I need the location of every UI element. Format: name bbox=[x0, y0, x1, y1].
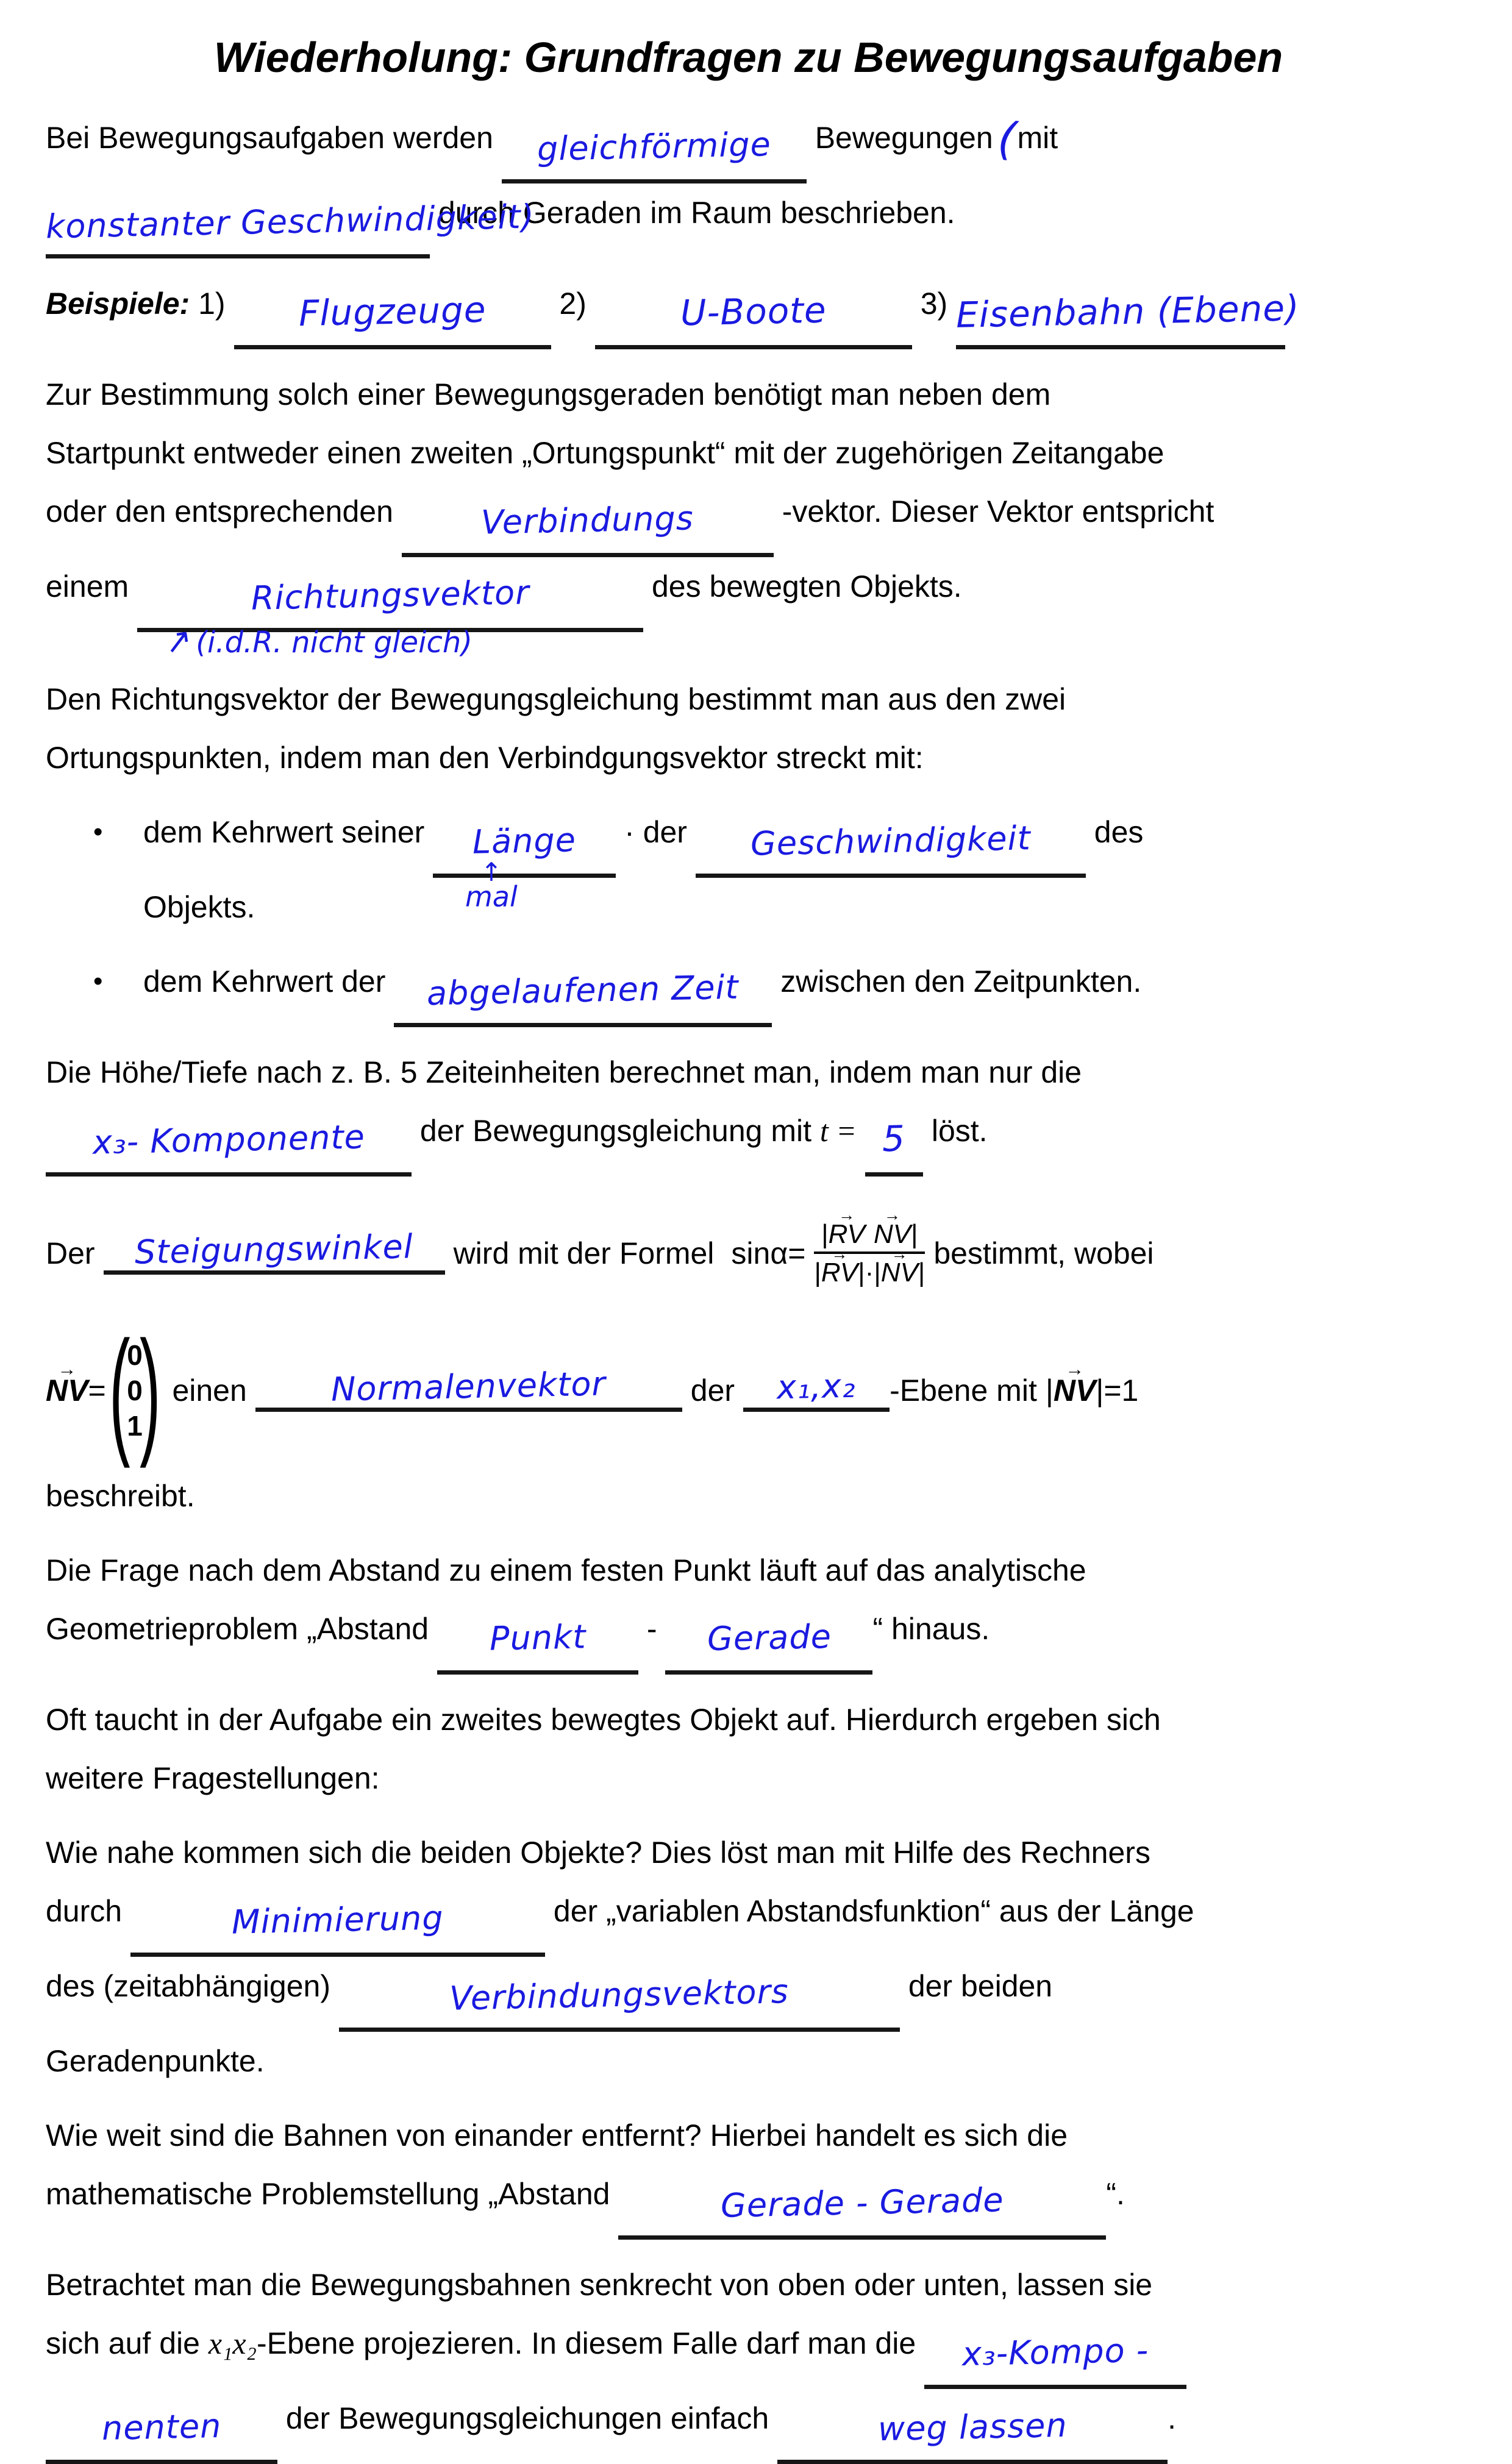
text: dem Kehrwert der bbox=[143, 964, 386, 999]
abs-bar: | bbox=[874, 1258, 881, 1287]
blank-verbindungsvektors bbox=[339, 1967, 900, 2032]
handwriting-normalenvektor: Normalenvektor bbox=[330, 1364, 607, 1409]
text: durch bbox=[46, 1894, 123, 1928]
formula-fraction bbox=[814, 1219, 925, 1288]
blank-constant-speed bbox=[45, 193, 535, 258]
text: der Bewegungsgleichungen einfach bbox=[285, 2401, 769, 2435]
paragraph-zweites-objekt-line1: Oft taucht in der Aufgabe ein zweites bewegtes Objekt auf. Hierdurch ergeben sich bbox=[46, 1703, 1161, 1737]
vector-value: 0 bbox=[127, 1339, 143, 1371]
paragraph-richtungsvektor-line1: Den Richtungsvektor der Bewegungsgleichung bestimmt man aus den zwei bbox=[46, 682, 1066, 716]
text: -Ebene mit bbox=[890, 1373, 1037, 1408]
beispiele-line bbox=[46, 274, 1475, 349]
math-t-equals: t = bbox=[819, 1114, 857, 1148]
abs-bar: | bbox=[911, 1219, 918, 1249]
paragraph-intro-line2 bbox=[46, 183, 1475, 258]
text: einen bbox=[172, 1373, 247, 1408]
handwriting-richtungsvektor: Richtungsvektor bbox=[251, 573, 530, 618]
text: der beiden bbox=[908, 1969, 1053, 2003]
math-x1x2: x₁x₂ bbox=[208, 2326, 257, 2360]
norm-expression bbox=[1046, 1373, 1138, 1408]
handwriting-steigungswinkel: Steigungswinkel bbox=[134, 1227, 414, 1272]
handwriting-gerade-gerade: Gerade - Gerade bbox=[720, 2181, 1005, 2225]
bullet-icon: • bbox=[93, 966, 103, 996]
blank-verbindungs bbox=[402, 492, 774, 557]
text: Geometrieproblem „Abstand bbox=[46, 1612, 429, 1646]
text: Bei Bewegungsaufgaben werden bbox=[46, 121, 493, 155]
handwriting-minimierung: Minimierung bbox=[231, 1898, 444, 1942]
paragraph-projektion-line1: Betrachtet man die Bewegungsbahnen senkrecht von oben oder unten, lassen sie bbox=[46, 2268, 1153, 2302]
vector-nv: NV → bbox=[881, 1258, 918, 1287]
text: einem bbox=[46, 569, 129, 604]
text: mathematische Problemstellung „Abstand bbox=[46, 2177, 610, 2211]
paragraph-beschreibt: beschreibt. bbox=[46, 1479, 195, 1513]
handwriting-flugzeuge: Flugzeuge bbox=[298, 288, 487, 335]
item-number: 1) bbox=[198, 287, 226, 321]
text: des bewegten Objekts. bbox=[652, 569, 962, 604]
text: mit bbox=[1017, 121, 1058, 155]
text: sich auf die bbox=[46, 2326, 200, 2360]
equals-one: =1 bbox=[1104, 1373, 1139, 1408]
handwriting-abgelaufene-zeit: abgelaufenen Zeit bbox=[426, 967, 740, 1013]
blank-nenten bbox=[46, 2399, 277, 2464]
text: bestimmt, wobei bbox=[933, 1236, 1154, 1270]
page-title: Wiederholung: Grundfragen zu Bewegungsaufgaben bbox=[213, 34, 1283, 81]
text: dem Kehrwert seiner bbox=[143, 815, 425, 849]
text: löst. bbox=[931, 1114, 988, 1148]
vector-nv: NV → bbox=[1054, 1373, 1096, 1408]
blank-geschwindigkeit bbox=[696, 813, 1086, 878]
dash: - bbox=[646, 1612, 657, 1646]
item-number: 3) bbox=[920, 287, 948, 321]
text: Objekts. bbox=[143, 890, 255, 924]
bullet-icon: • bbox=[93, 817, 103, 847]
paragraph-normalenvektor bbox=[46, 1314, 1475, 1467]
paragraph-bahnen-line2 bbox=[46, 2165, 1475, 2240]
blank-weg-lassen bbox=[777, 2399, 1168, 2464]
abs-bar: | bbox=[814, 1258, 821, 1287]
handwriting-mal: mal bbox=[465, 880, 518, 913]
handwriting-u-boote: U-Boote bbox=[680, 289, 827, 334]
paragraph-steigungswinkel bbox=[46, 1192, 1475, 1314]
blank-gerade-gerade bbox=[618, 2174, 1106, 2240]
paragraph-projektion-line3 bbox=[46, 2389, 1475, 2464]
handwriting-eisenbahn: Eisenbahn (Ebene) bbox=[955, 287, 1300, 336]
paragraph-abstand-line2 bbox=[46, 1600, 1475, 1675]
text: des bbox=[1094, 815, 1144, 849]
left-paren: ( bbox=[109, 1312, 130, 1469]
blank-laenge bbox=[433, 813, 616, 878]
paragraph-wie-nahe-line3 bbox=[46, 1957, 1475, 2032]
handwriting-verbindungsvektors: Verbindungsvektors bbox=[449, 1972, 790, 2018]
text: Der bbox=[46, 1236, 95, 1270]
handwriting-konstanter-geschwindigkeit: konstanter Geschwindigkeit) bbox=[45, 197, 535, 246]
text: wird mit der Formel bbox=[453, 1236, 715, 1270]
vector-rv: RV → bbox=[821, 1258, 858, 1287]
math-sin-alpha: sinα= bbox=[731, 1236, 806, 1270]
paragraph-hoehe-line1: Die Höhe/Tiefe nach z. B. 5 Zeiteinheiten berechnet man, indem man nur die bbox=[46, 1055, 1082, 1089]
handwriting-x1x2: x₁,x₂ bbox=[776, 1366, 857, 1406]
arrow-north-east-icon: ↗ bbox=[162, 620, 195, 662]
bullet-item-1 bbox=[46, 803, 1475, 936]
text: oder den entsprechenden bbox=[46, 494, 393, 529]
text: des (zeitabhängigen) bbox=[46, 1969, 330, 2003]
text: der „variablen Abstandsfunktion“ aus der Länge bbox=[553, 1894, 1194, 1928]
text: der bbox=[690, 1373, 735, 1408]
paragraph-bestimmung-line3 bbox=[46, 482, 1475, 557]
beispiele-label: Beispiele: bbox=[46, 287, 190, 321]
right-paren: ) bbox=[139, 1312, 161, 1469]
bullet-item-2 bbox=[46, 952, 1475, 1027]
blank-steigungswinkel bbox=[104, 1227, 445, 1275]
paragraph-wie-nahe-line2 bbox=[46, 1882, 1475, 1957]
vector-value: 0 bbox=[127, 1375, 143, 1406]
handwriting-5: 5 bbox=[882, 1117, 907, 1160]
blank-t-value bbox=[865, 1111, 923, 1177]
text: -Ebene projezieren. In diesem Falle darf man die bbox=[257, 2326, 916, 2360]
blank-abgelaufene-zeit bbox=[394, 962, 772, 1027]
handwriting-nenten: nenten bbox=[101, 2406, 222, 2448]
multiplication-dot: · bbox=[624, 815, 635, 849]
abs-bar: | bbox=[918, 1258, 925, 1287]
paragraph-bahnen-line1: Wie weit sind die Bahnen von einander entfernt? Hierbei handelt es sich die bbox=[46, 2118, 1068, 2152]
blank-example-1 bbox=[234, 284, 551, 349]
handwritten-paren: ( bbox=[995, 112, 1019, 166]
fraction-denominator bbox=[814, 1252, 925, 1287]
abs-bar: | bbox=[821, 1219, 829, 1249]
paragraph-wie-nahe-line1: Wie nahe kommen sich die beiden Objekte? Dies löst man mit Hilfe des Rechners bbox=[46, 1836, 1150, 1870]
handwriting-gleichfoermige: gleichförmige bbox=[537, 124, 772, 169]
paragraph-bestimmung-line1: Zur Bestimmung solch einer Bewegungsgeraden benötigt man neben dem bbox=[46, 377, 1051, 411]
text: der bbox=[643, 815, 687, 849]
blank-x3-komponente bbox=[46, 1111, 412, 1177]
handwriting-gerade: Gerade bbox=[706, 1617, 832, 1659]
handwriting-punkt: Punkt bbox=[489, 1617, 587, 1658]
blank-example-2 bbox=[595, 284, 912, 349]
vector-nv: NV → bbox=[46, 1373, 88, 1408]
text: “. bbox=[1106, 2177, 1125, 2211]
text: -vektor. Dieser Vektor entspricht bbox=[782, 494, 1214, 529]
handwriting-idr-note: (i.d.R. nicht gleich) bbox=[196, 625, 473, 660]
handwriting-x3-kompo: x₃-Kompo - bbox=[961, 2330, 1149, 2374]
paragraph-bestimmung-line2: Startpunkt entweder einen zweiten „Ortungspunkt“ mit der zugehörigen Zeitangabe bbox=[46, 436, 1164, 470]
paragraph-wie-nahe-line4: Geradenpunkte. bbox=[46, 2044, 265, 2078]
paragraph-projektion-line2 bbox=[46, 2314, 1475, 2389]
column-vector-001 bbox=[109, 1312, 161, 1469]
blank-minimierung bbox=[130, 1892, 545, 1957]
vector-value: 1 bbox=[127, 1410, 143, 1442]
blank-punkt bbox=[437, 1609, 638, 1675]
text: durch Geraden im Raum beschrieben. bbox=[438, 196, 955, 230]
abs-bar: | bbox=[1096, 1373, 1104, 1408]
item-number: 2) bbox=[559, 287, 587, 321]
paragraph-zweites-objekt-line2: weitere Fragestellungen: bbox=[46, 1761, 380, 1795]
text: . bbox=[1168, 2401, 1176, 2435]
abs-bar: | bbox=[858, 1258, 865, 1287]
handwriting-laenge: Länge bbox=[472, 821, 577, 861]
paragraph-abstand-line1: Die Frage nach dem Abstand zu einem festen Punkt läuft auf das analytische bbox=[46, 1553, 1086, 1587]
blank-x1x2 bbox=[743, 1366, 890, 1412]
text: Bewegungen bbox=[815, 121, 993, 155]
vector-rv: RV → bbox=[829, 1219, 865, 1249]
mal-annotation bbox=[465, 857, 518, 913]
paragraph-hoehe-line2 bbox=[46, 1102, 1475, 1177]
blank-motion-type bbox=[502, 118, 807, 183]
blank-example-3 bbox=[955, 284, 1300, 349]
blank-gerade bbox=[665, 1609, 872, 1675]
blank-x3-kompo bbox=[924, 2324, 1186, 2389]
abs-bar: | bbox=[1045, 1373, 1054, 1408]
text: zwischen den Zeitpunkten. bbox=[780, 964, 1142, 999]
paragraph-richtungsvektor-line2: Ortungspunkten, indem man den Verbindgungsvektor streckt mit: bbox=[46, 741, 924, 775]
blank-normalenvektor bbox=[255, 1364, 682, 1412]
vector-nv: NV → bbox=[874, 1219, 911, 1249]
text: “ hinaus. bbox=[872, 1612, 990, 1646]
handwriting-x3-komponente: x₃- Komponente bbox=[91, 1117, 365, 1162]
cdot: · bbox=[865, 1258, 874, 1287]
handwriting-geschwindigkeit: Geschwindigkeit bbox=[750, 819, 1032, 863]
text: der Bewegungsgleichung mit bbox=[419, 1114, 811, 1148]
handwriting-verbindungs: Verbindungs bbox=[480, 499, 694, 542]
equals-sign: = bbox=[88, 1373, 106, 1408]
arrow-up-icon: ↑ bbox=[480, 857, 502, 887]
paragraph-intro-line1 bbox=[46, 109, 1475, 183]
handwriting-weg-lassen: weg lassen bbox=[877, 2405, 1068, 2449]
